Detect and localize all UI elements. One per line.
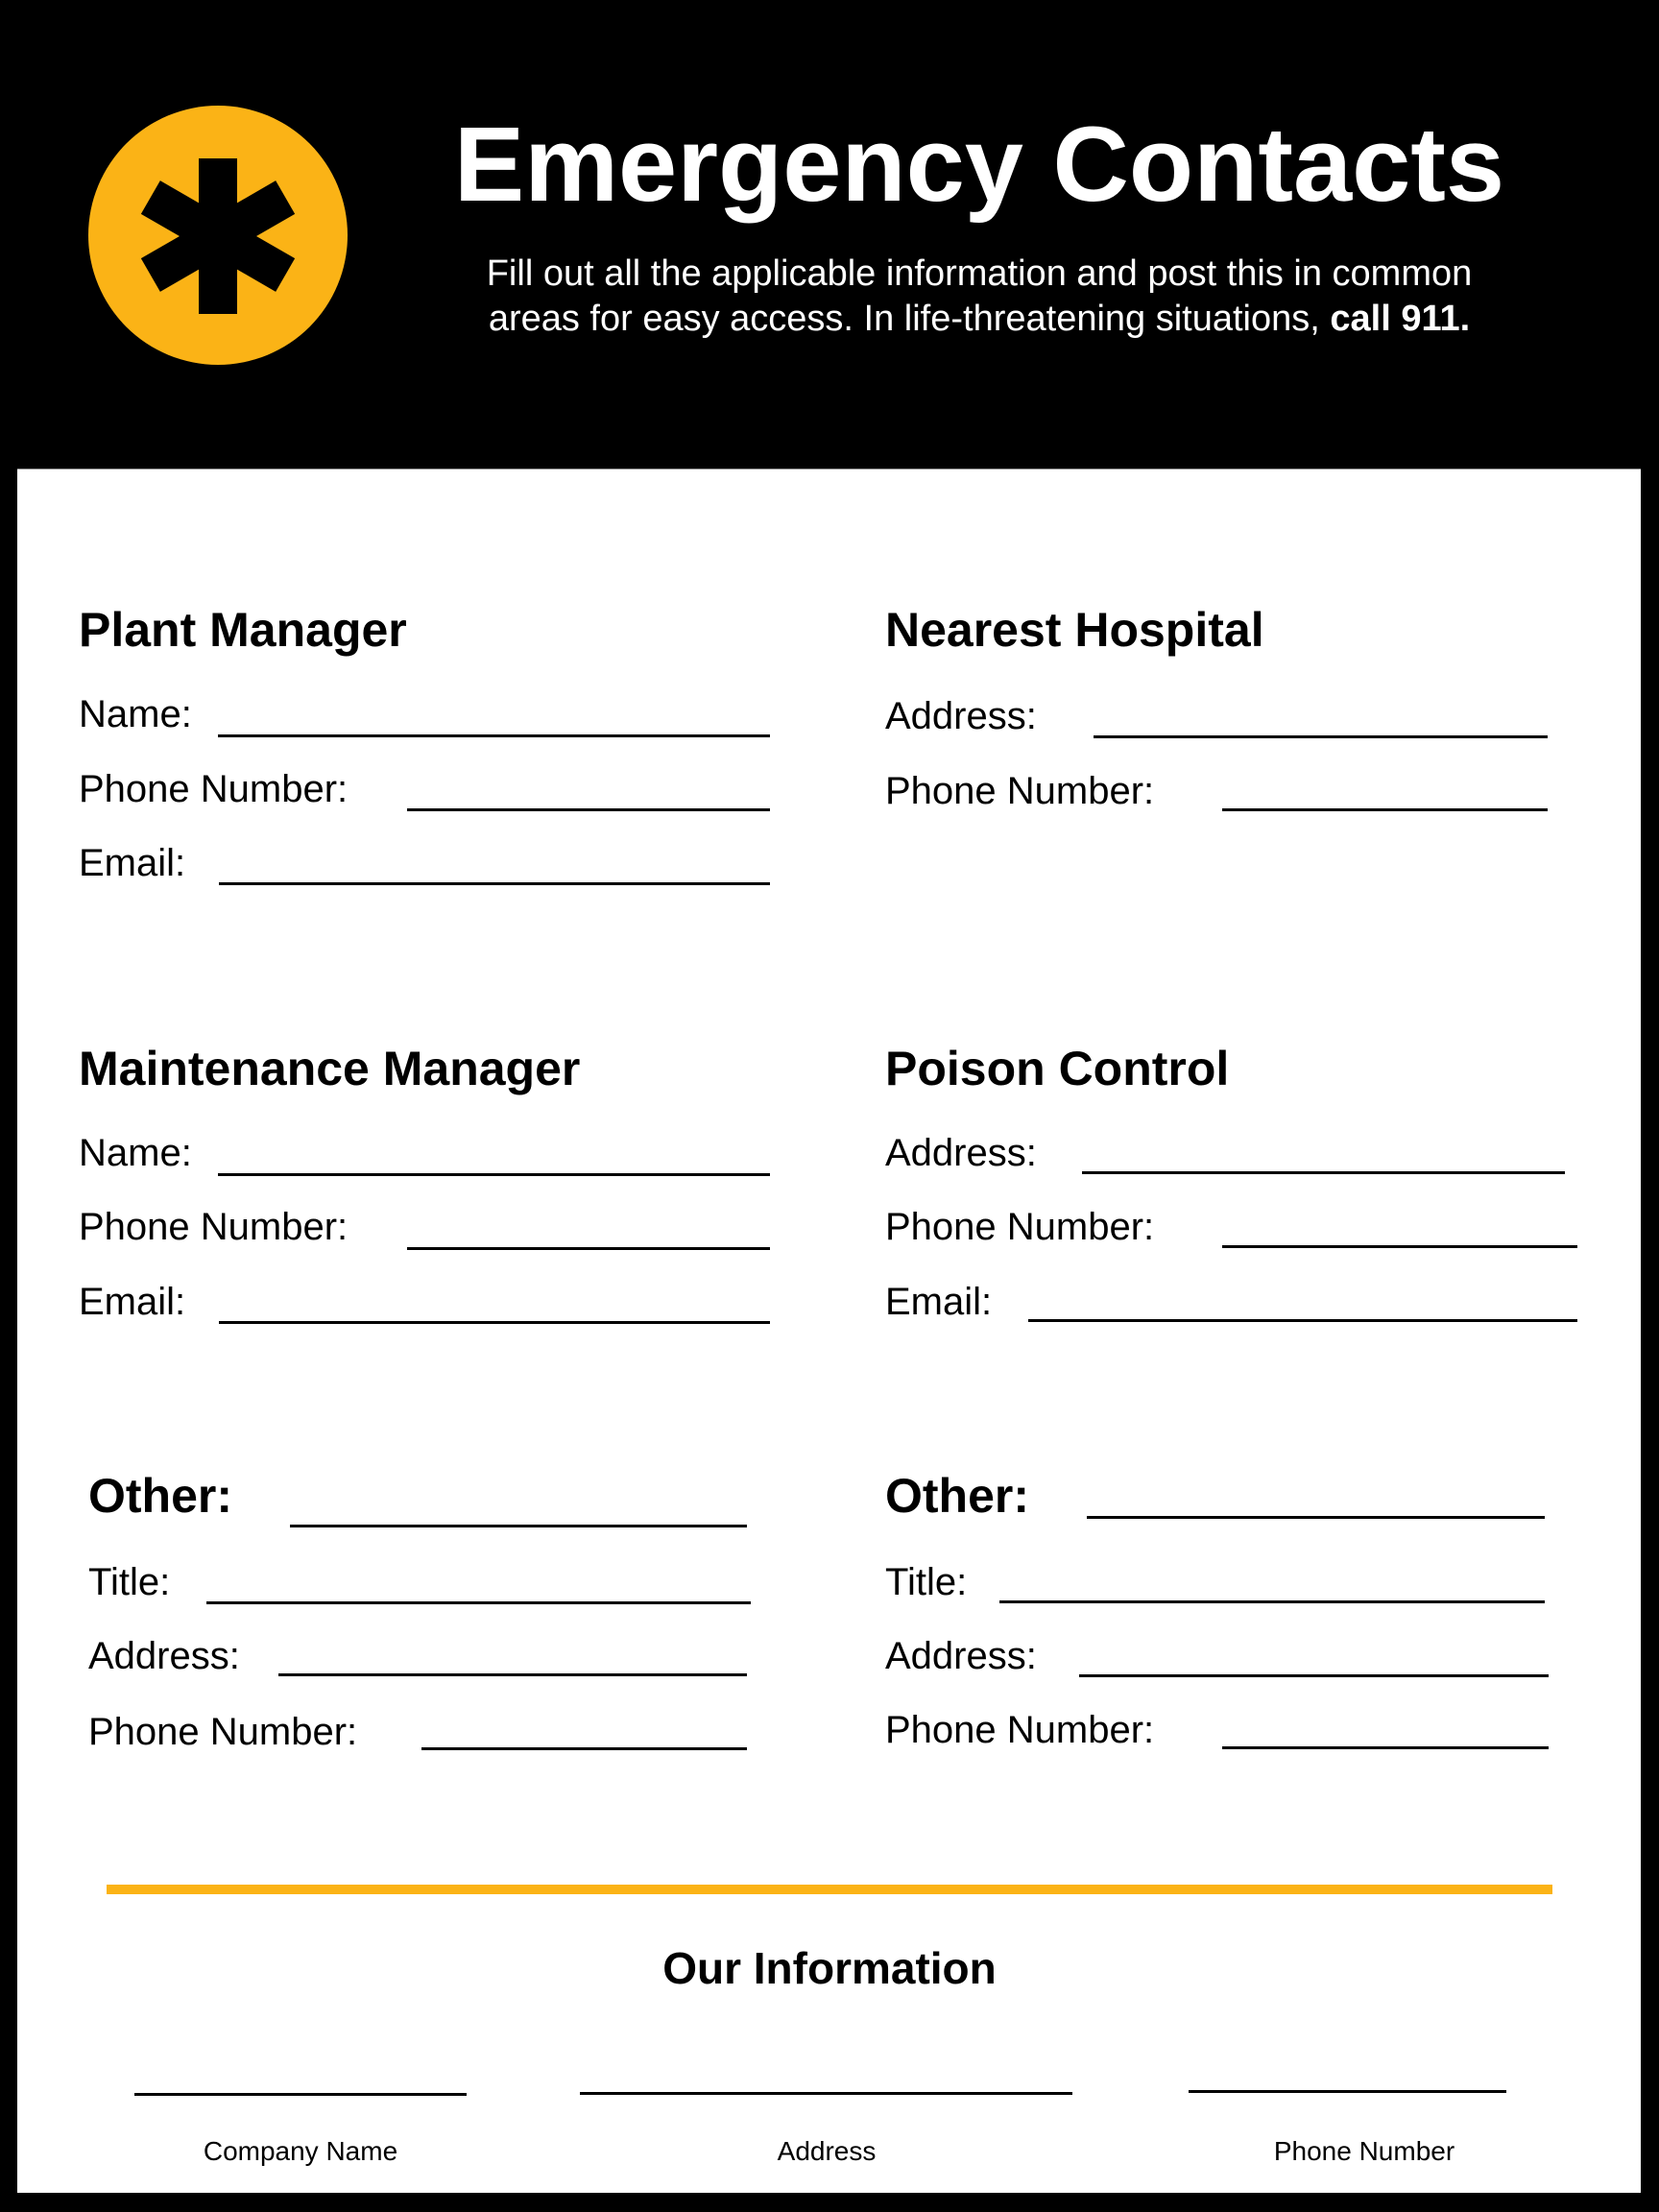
plant-manager-name-field[interactable]	[218, 734, 770, 737]
other-left-phone-field[interactable]	[421, 1747, 747, 1750]
page-subtitle	[384, 252, 1575, 342]
section-title-plant-manager: Plant Manager	[79, 603, 407, 657]
subtitle-line-1: Fill out all the applicable information and post this in common	[486, 253, 1473, 294]
plant-manager-phone-field[interactable]	[407, 808, 770, 811]
other-right-address-field[interactable]	[1079, 1674, 1549, 1677]
hospital-phone-label: Phone Number:	[885, 770, 1155, 812]
plant-manager-name-label: Name:	[79, 693, 192, 735]
other-left-title-label: Title:	[88, 1561, 171, 1603]
hospital-address-label: Address:	[885, 695, 1037, 737]
maintenance-email-label: Email:	[79, 1281, 186, 1323]
subtitle-emphasis: call 911.	[1330, 299, 1471, 339]
our-phone-field[interactable]	[1189, 2090, 1506, 2093]
plant-manager-email-field[interactable]	[219, 882, 770, 885]
plant-manager-email-label: Email:	[79, 842, 186, 884]
section-title-nearest-hospital: Nearest Hospital	[885, 603, 1264, 657]
other-left-address-field[interactable]	[278, 1673, 747, 1676]
other-left-name-field[interactable]	[290, 1525, 747, 1527]
hospital-address-field[interactable]	[1094, 735, 1548, 738]
maintenance-email-field[interactable]	[219, 1321, 770, 1324]
other-right-title-label: Title:	[885, 1561, 968, 1603]
our-phone-label: Phone Number	[1273, 2136, 1455, 2166]
star-of-life-logo-icon	[88, 106, 348, 365]
poison-address-field[interactable]	[1082, 1171, 1565, 1174]
other-right-phone-label: Phone Number:	[885, 1709, 1155, 1751]
maintenance-phone-field[interactable]	[407, 1247, 770, 1250]
accent-divider	[107, 1885, 1552, 1894]
section-title-other-left: Other:	[88, 1469, 232, 1523]
maintenance-name-field[interactable]	[218, 1173, 770, 1176]
our-address-field[interactable]	[580, 2092, 1072, 2095]
section-title-other-right: Other:	[885, 1469, 1029, 1523]
hospital-phone-field[interactable]	[1222, 808, 1548, 811]
poison-email-label: Email:	[885, 1281, 993, 1323]
poison-email-field[interactable]	[1028, 1319, 1577, 1322]
other-left-title-field[interactable]	[206, 1601, 751, 1604]
other-left-phone-label: Phone Number:	[88, 1711, 358, 1753]
poison-phone-field[interactable]	[1222, 1245, 1577, 1248]
other-right-title-field[interactable]	[999, 1600, 1545, 1603]
poison-phone-label: Phone Number:	[885, 1206, 1155, 1248]
our-address-label: Address	[777, 2136, 877, 2166]
company-name-label: Company Name	[203, 2136, 398, 2166]
section-title-maintenance-manager: Maintenance Manager	[79, 1042, 581, 1095]
maintenance-phone-label: Phone Number:	[79, 1206, 349, 1248]
form-panel	[17, 469, 1641, 2193]
company-name-field[interactable]	[134, 2093, 467, 2096]
other-right-address-label: Address:	[885, 1635, 1037, 1677]
other-right-name-field[interactable]	[1087, 1516, 1545, 1519]
section-title-poison-control: Poison Control	[885, 1042, 1230, 1095]
maintenance-name-label: Name:	[79, 1132, 192, 1174]
page-title: Emergency Contacts	[453, 106, 1505, 224]
our-information-title: Our Information	[662, 1943, 997, 1993]
poison-address-label: Address:	[885, 1132, 1037, 1174]
other-left-address-label: Address:	[88, 1635, 240, 1677]
other-right-phone-field[interactable]	[1222, 1746, 1549, 1749]
subtitle-line-2: areas for easy access. In life-threatening situations,	[488, 299, 1331, 339]
plant-manager-phone-label: Phone Number:	[79, 768, 349, 810]
